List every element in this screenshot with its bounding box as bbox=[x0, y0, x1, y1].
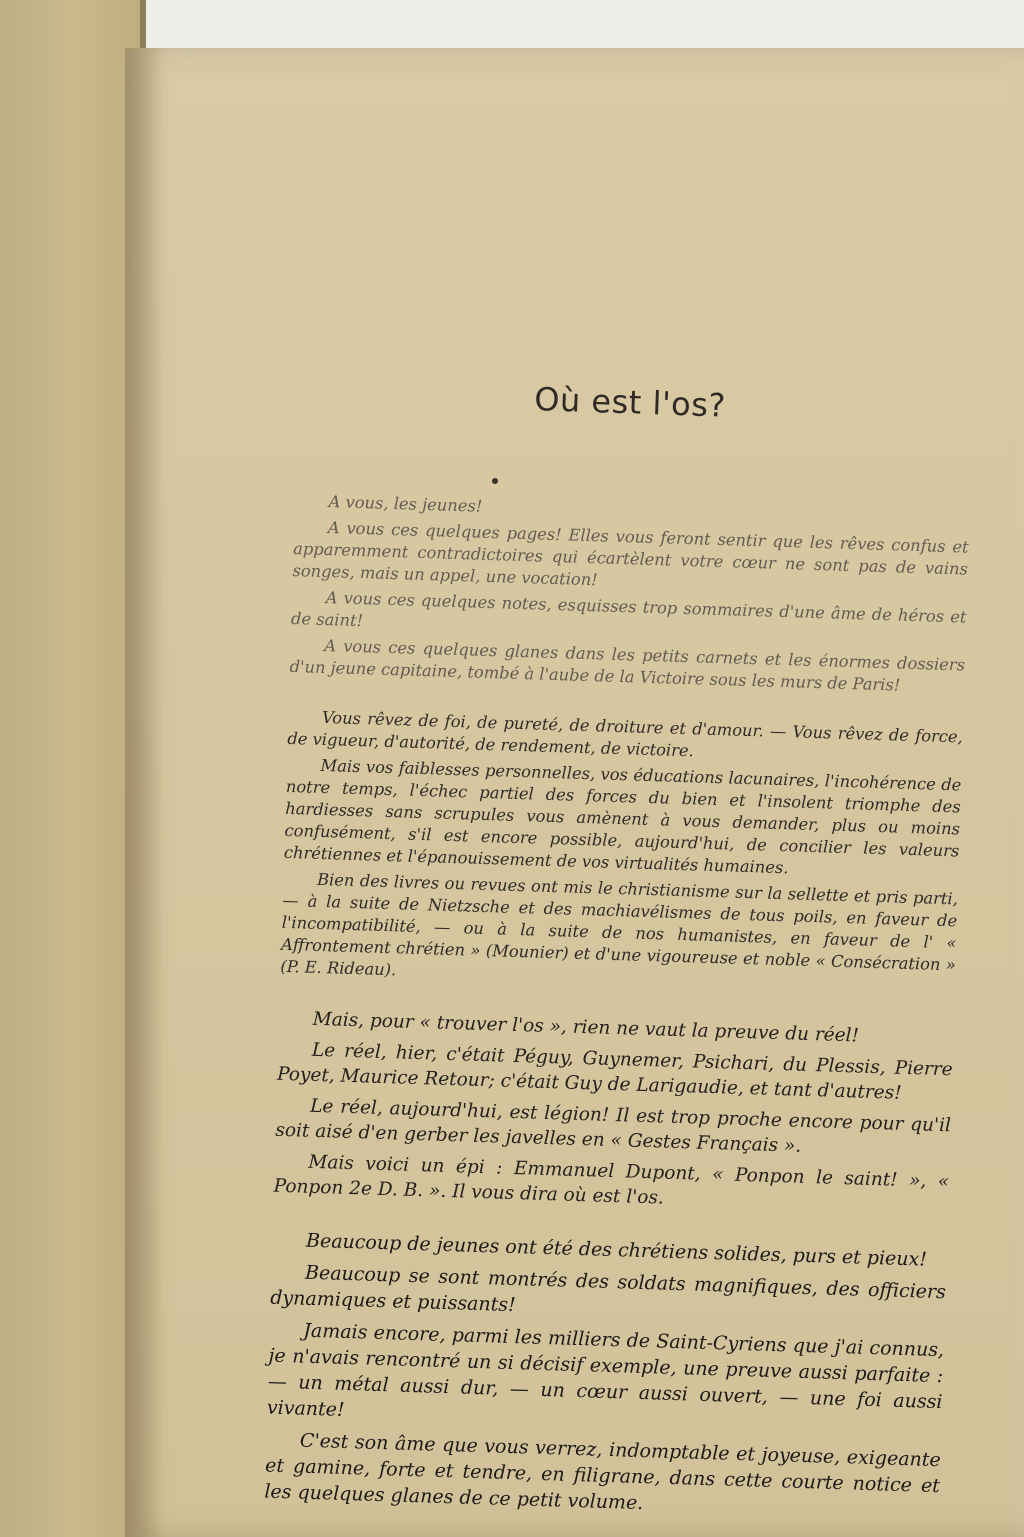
paragraph-12: Beaucoup de jeunes ont été des chrétiens solides, purs et pieux! bbox=[305, 1229, 928, 1271]
paragraph-5: Vous rêvez de foi, de pureté, de droiture et d'amour. — Vous rêvez de force, de vigueur, d'autorité, de rendement, de victoire. bbox=[287, 707, 964, 761]
ornament-dot bbox=[492, 478, 498, 484]
paragraph-10: Le réel, aujourd'hui, est légion! Il est trop proche encore pour qu'il soit aisé d'en gerber les javelles en « Gestes Français ». bbox=[275, 1095, 952, 1157]
paragraph-2: A vous ces quelques pages! Elles vous feront sentir que les rêves confus et apparemment contradictoires qui écartèlent votre cœur ne sont pas de vains songes, mais un appel, une vocation! bbox=[292, 518, 969, 590]
paragraph-7: Bien des livres ou revues ont mis le christianisme sur la sellette et pris parti, — à la suite de Nietzsche et des machiavélismes de tous poils, en faveur de l'incompatibilité, — ou à la suite de nos humanistes, en faveur de l' « Affrontement chrétien » (Mounier) et d'une vigoureuse et noble « Consécration » (P. E. Rideau). bbox=[280, 869, 959, 980]
chapter-title: Où est l'os? bbox=[533, 380, 727, 425]
paragraph-3: A vous ces quelques notes, esquisses trop sommaires d'une âme de héros et de saint! bbox=[290, 587, 967, 631]
body-text bbox=[264, 490, 970, 1531]
paragraph-1: A vous, les jeunes! bbox=[328, 492, 483, 516]
paragraph-11: Mais voici un épi : Emmanuel Dupont, « Ponpon le saint! », « Ponpon 2e D. B. ». Il vous dira où est l'os. bbox=[273, 1151, 950, 1209]
paragraph-14: Jamais encore, parmi les milliers de Saint-Cyriens que j'ai connus, je n'avais rencontré un si décisif exemple, une preuve aussi parfaite : — un métal aussi dur, — un cœur aussi ouvert, — une foi aussi vivante! bbox=[266, 1319, 945, 1421]
paragraph-6: Mais vos faiblesses personnelles, vos éducations lacunaires, l'incohérence de notre temps, l'échec partiel des forces du bien et l'insolent triomphe des hardiesses sans scrupules vous amènent à vous demander, plus ou moins confusément, s'il est encore possible, aujourd'hui, de concilier les valeurs chrétiennes et l'épanouissement de vos virtualités humaines. bbox=[283, 755, 962, 878]
book-page bbox=[125, 48, 1024, 1537]
paragraph-4: A vous ces quelques glanes dans les petits carnets et les énormes dossiers d'un jeune capitaine, tombé à l'aube de la Victoire sous les murs de Paris! bbox=[289, 635, 966, 695]
paragraph-8: Mais, pour « trouver l'os », rien ne vaut la preuve du réel! bbox=[312, 1008, 860, 1047]
paragraph-13: Beaucoup se sont montrés des soldats magnifiques, des officiers dynamiques et puissants! bbox=[269, 1261, 947, 1317]
paragraph-9: Le réel, hier, c'était Péguy, Guynemer, Psichari, du Plessis, Pierre Poyet, Maurice Retour; c'était Guy de Larigaudie, et tant d'autres! bbox=[276, 1039, 953, 1104]
paragraph-15: C'est son âme que vous verrez, indomptable et joyeuse, exigeante et gamine, forte et tendre, en filigrane, dans cette courte notice et les quelques glanes de ce petit volume. bbox=[264, 1429, 942, 1515]
